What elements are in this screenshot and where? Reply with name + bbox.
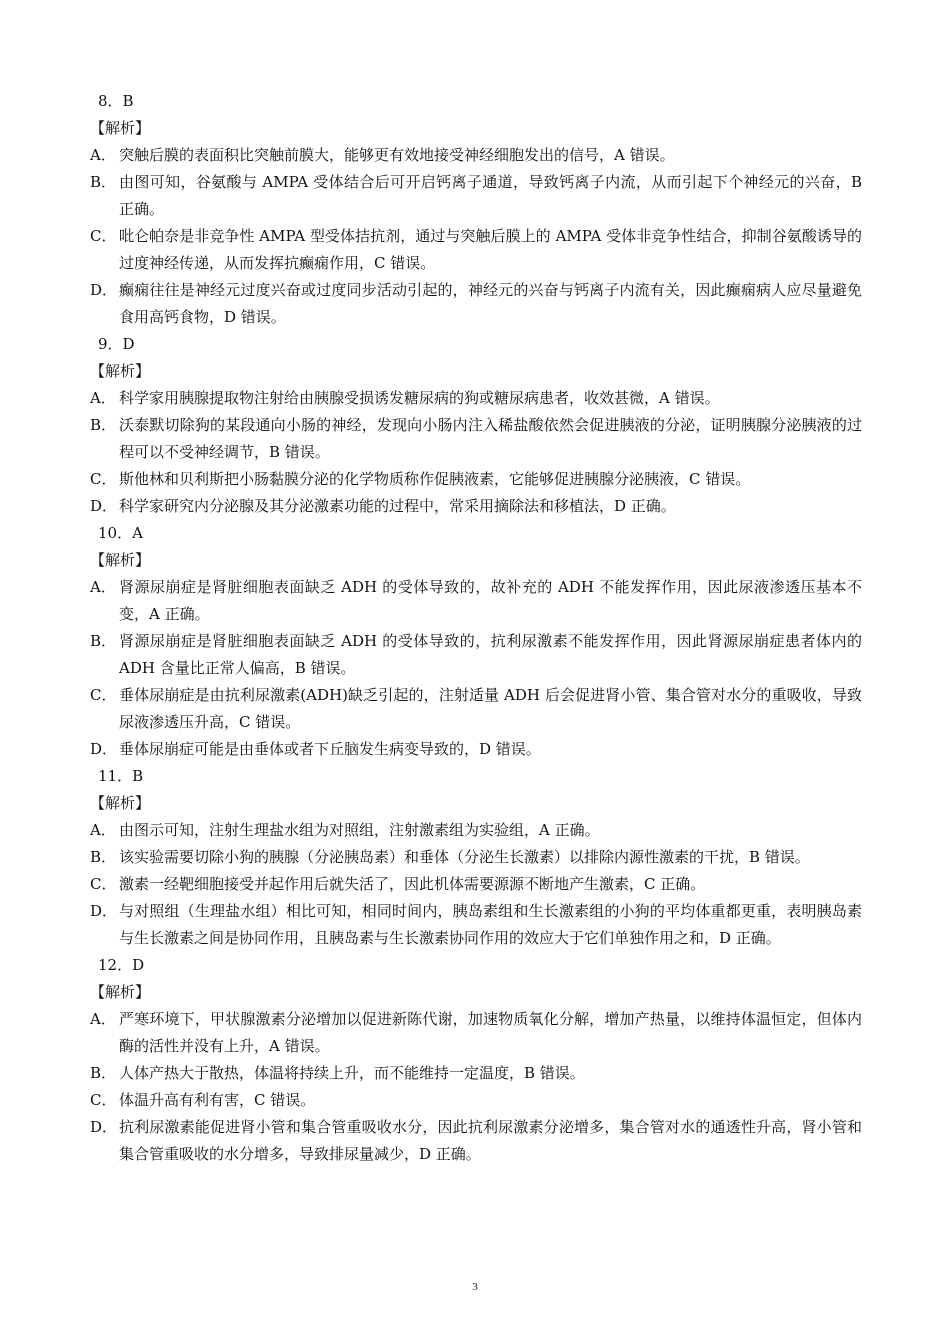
- option-label: C．: [90, 1091, 117, 1109]
- option-text: 科学家研究内分泌腺及其分泌激素功能的过程中，常采用摘除法和移植法，D 正确。: [119, 497, 676, 515]
- option-item: [90, 385, 862, 412]
- option-text: 沃泰默切除狗的某段通向小肠的神经，发现向小肠内注入稀盐酸依然会促进胰液的分泌，证明胰腺分泌胰液的过程可以不受神经调节，B 错误。: [119, 416, 862, 461]
- option-text: 由图示可知，注射生理盐水组为对照组，注射激素组为实验组，A 正确。: [119, 821, 600, 839]
- option-text: 癫痫往往是神经元过度兴奋或过度同步活动引起的，神经元的兴奋与钙离子内流有关，因此癫痫病人应尽量避免食用高钙食物，D 错误。: [119, 281, 862, 326]
- option-text: 垂体尿崩症可能是由垂体或者下丘脑发生病变导致的，D 错误。: [119, 740, 541, 758]
- option-item: [90, 277, 862, 331]
- option-label: C．: [90, 470, 117, 488]
- option-label: D．: [90, 902, 118, 920]
- option-item: [90, 1114, 862, 1168]
- option-item: [90, 1087, 862, 1114]
- option-label: C．: [90, 875, 117, 893]
- option-text: 斯他林和贝利斯把小肠黏膜分泌的化学物质称作促胰液素，它能够促进胰腺分泌胰液，C 错误。: [119, 470, 751, 488]
- option-text: 抗利尿激素能促进肾小管和集合管重吸收水分，因此抗利尿激素分泌增多，集合管对水的通透性升高，肾小管和集合管重吸收的水分增多，导致排尿量减少，D 正确。: [119, 1118, 862, 1163]
- question-block: [90, 952, 862, 1168]
- option-label: D．: [90, 497, 118, 515]
- option-label: B．: [90, 416, 117, 434]
- option-label: D．: [90, 281, 118, 299]
- option-text: 垂体尿崩症是由抗利尿激素(ADH)缺乏引起的，注射适量 ADH 后会促进肾小管、集合管对水分的重吸收，导致尿液渗透压升高，C 错误。: [119, 686, 862, 731]
- option-item: [90, 871, 862, 898]
- question-block: [90, 88, 862, 331]
- option-label: A．: [90, 578, 116, 596]
- option-item: [90, 412, 862, 466]
- option-label: B．: [90, 848, 117, 866]
- option-text: 与对照组（生理盐水组）相比可知，相同时间内，胰岛素组和生长激素组的小狗的平均体重都更重，表明胰岛素与生长激素之间是协同作用，且胰岛素与生长激素协同作用的效应大于它们单独作用之和，D 正确。: [119, 902, 862, 947]
- option-item: [90, 736, 862, 763]
- option-item: [90, 223, 862, 277]
- option-text: 吡仑帕奈是非竞争性 AMPA 型受体拮抗剂，通过与突触后膜上的 AMPA 受体非竞争性结合，抑制谷氨酸诱导的过度神经传递，从而发挥抗癫痫作用，C 错误。: [119, 227, 862, 272]
- question-answer: 9．D: [98, 335, 135, 353]
- question-block: [90, 763, 862, 952]
- option-text: 肾源尿崩症是肾脏细胞表面缺乏 ADH 的受体导致的，抗利尿激素不能发挥作用，因此肾源尿崩症患者体内的 ADH 含量比正常人偏高，B 错误。: [119, 632, 862, 677]
- option-text: 人体产热大于散热，体温将持续上升，而不能维持一定温度，B 错误。: [119, 1064, 585, 1082]
- option-text: 突触后膜的表面积比突触前膜大，能够更有效地接受神经细胞发出的信号，A 错误。: [119, 146, 675, 164]
- analysis-label: 【解析】: [90, 362, 151, 380]
- option-item: [90, 817, 862, 844]
- analysis-label: 【解析】: [90, 983, 151, 1001]
- option-label: D．: [90, 1118, 118, 1136]
- option-label: A．: [90, 821, 116, 839]
- option-label: A．: [90, 146, 116, 164]
- option-item: [90, 628, 862, 682]
- option-label: A．: [90, 1010, 116, 1028]
- option-label: C．: [90, 686, 117, 704]
- question-answer: 10．A: [98, 524, 143, 542]
- option-item: [90, 1060, 862, 1087]
- analysis-label: 【解析】: [90, 794, 151, 812]
- option-item: [90, 466, 862, 493]
- answer-content: [90, 88, 862, 1168]
- page-number: 3: [472, 1281, 478, 1293]
- option-text: 科学家用胰腺提取物注射给由胰腺受损诱发糖尿病的狗或糖尿病患者，收效甚微，A 错误。: [119, 389, 720, 407]
- option-text: 严寒环境下，甲状腺激素分泌增加以促进新陈代谢，加速物质氧化分解，增加产热量，以维持体温恒定，但体内酶的活性并没有上升，A 错误。: [119, 1010, 862, 1055]
- option-label: D．: [90, 740, 118, 758]
- option-item: [90, 169, 862, 223]
- option-item: [90, 493, 862, 520]
- option-text: 体温升高有利有害，C 错误。: [119, 1091, 316, 1109]
- option-text: 激素一经靶细胞接受并起作用后就失活了，因此机体需要源源不断地产生激素，C 正确。: [119, 875, 706, 893]
- option-label: C．: [90, 227, 117, 245]
- option-label: B．: [90, 173, 117, 191]
- question-answer: 8．B: [98, 92, 134, 110]
- option-item: [90, 844, 862, 871]
- option-label: B．: [90, 632, 117, 650]
- option-label: B．: [90, 1064, 117, 1082]
- option-item: [90, 1006, 862, 1060]
- option-item: [90, 142, 862, 169]
- option-text: 由图可知，谷氨酸与 AMPA 受体结合后可开启钙离子通道，导致钙离子内流，从而引起下个神经元的兴奋，B 正确。: [119, 173, 862, 218]
- option-label: A．: [90, 389, 116, 407]
- question-block: [90, 520, 862, 763]
- option-text: 该实验需要切除小狗的胰腺（分泌胰岛素）和垂体（分泌生长激素）以排除内源性激素的干扰，B 错误。: [119, 848, 810, 866]
- question-answer: 11．B: [98, 767, 144, 785]
- question-block: [90, 331, 862, 520]
- analysis-label: 【解析】: [90, 119, 151, 137]
- option-text: 肾源尿崩症是肾脏细胞表面缺乏 ADH 的受体导致的，故补充的 ADH 不能发挥作用，因此尿液渗透压基本不变，A 正确。: [119, 578, 862, 623]
- analysis-label: 【解析】: [90, 551, 151, 569]
- option-item: [90, 682, 862, 736]
- option-item: [90, 898, 862, 952]
- question-answer: 12．D: [98, 956, 145, 974]
- option-item: [90, 574, 862, 628]
